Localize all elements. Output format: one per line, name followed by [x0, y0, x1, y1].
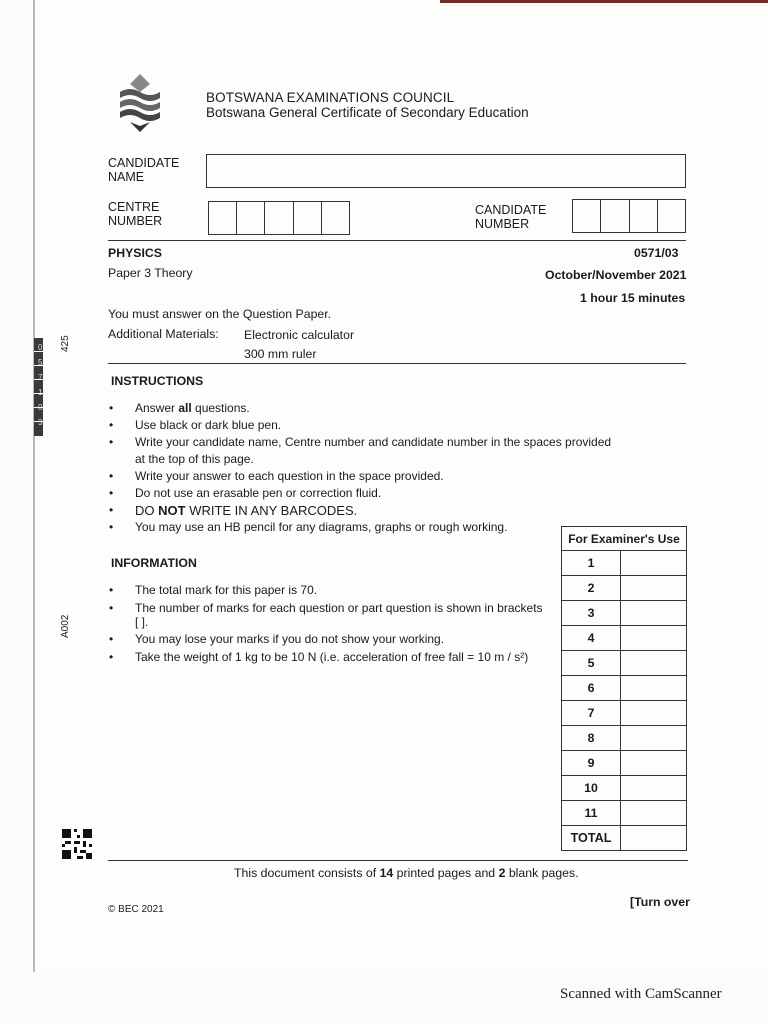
mark-cell[interactable] [621, 726, 687, 751]
candidate-number-label-line1: CANDIDATE [475, 203, 547, 217]
table-row [562, 576, 687, 601]
mark-cell[interactable] [621, 551, 687, 576]
details-divider [108, 363, 686, 364]
candidate-name-label [108, 156, 179, 184]
candidate-number-field[interactable] [572, 199, 686, 233]
mark-cell[interactable] [621, 776, 687, 801]
mark-cell[interactable] [621, 601, 687, 626]
mark-cell[interactable] [621, 651, 687, 676]
question-number: 5 [562, 651, 621, 676]
question-number: 4 [562, 626, 621, 651]
table-row [562, 701, 687, 726]
question-number: 11 [562, 801, 621, 826]
instruction-item: • You may use an HB pencil for any diagrams, graphs or rough working. [109, 519, 619, 536]
candidate-number-label [475, 203, 546, 231]
barcode-icon [62, 829, 92, 859]
mark-cell[interactable] [621, 801, 687, 826]
question-number: 8 [562, 726, 621, 751]
top-edge-stripe [440, 0, 768, 3]
information-item: • The number of marks for each question or part question is shown in brackets [ ]. [109, 601, 549, 629]
candidate-number-label-line2: NUMBER [475, 217, 530, 231]
bec-logo-icon [114, 72, 166, 134]
total-mark-cell[interactable] [621, 826, 687, 851]
instruction-item: • Write your answer to each question in the space provided. [109, 468, 619, 485]
table-row [562, 776, 687, 801]
candidate-name-label-line2: NAME [108, 170, 145, 184]
paper-code: 0571/03 [634, 246, 679, 260]
examiner-table-heading: For Examiner's Use [562, 527, 687, 551]
table-row [562, 676, 687, 701]
table-row [562, 801, 687, 826]
instructions-list [109, 400, 619, 536]
total-label: TOTAL [562, 826, 621, 851]
table-row [562, 726, 687, 751]
paper-title: Paper 3 Theory [108, 266, 193, 280]
table-row [562, 751, 687, 776]
table-row [562, 826, 687, 851]
footer-divider [108, 860, 688, 861]
material-ruler: 300 mm ruler [244, 347, 317, 361]
question-number: 1 [562, 551, 621, 576]
exam-session: October/November 2021 [545, 268, 687, 282]
margin-code-top: 425 [60, 335, 71, 352]
mark-cell[interactable] [621, 751, 687, 776]
information-item: • You may lose your marks if you do not show your working. [109, 632, 549, 647]
candidate-name-label-line1: CANDIDATE [108, 156, 180, 170]
table-row [562, 601, 687, 626]
margin-code-bottom: A002 [60, 614, 71, 638]
margin-strip-text: 0571/03 [38, 343, 45, 427]
instructions-heading: INSTRUCTIONS [111, 374, 204, 388]
material-calculator: Electronic calculator [244, 328, 355, 342]
exam-duration: 1 hour 15 minutes [580, 291, 686, 305]
answer-note: You must answer on the Question Paper. [108, 307, 332, 321]
mark-cell[interactable] [621, 676, 687, 701]
question-number: 9 [562, 751, 621, 776]
information-item: • Take the weight of 1 kg to be 10 N (i.e. acceleration of free fall = 10 m / s²) [109, 650, 549, 665]
instruction-item: • DO NOT WRITE IN ANY BARCODES. [109, 502, 619, 519]
mark-cell[interactable] [621, 626, 687, 651]
mark-cell[interactable] [621, 701, 687, 726]
page-count-note: This document consists of 14 printed pages and 2 blank pages. [234, 866, 579, 880]
centre-number-label-line2: NUMBER [108, 214, 163, 228]
table-row [562, 651, 687, 676]
instruction-item: • Write your candidate name, Centre number and candidate number in the spaces provided at the top of this page. [109, 434, 619, 468]
council-name: BOTSWANA EXAMINATIONS COUNCIL [206, 90, 455, 105]
instruction-item: • Answer all questions. [109, 400, 619, 417]
page-left-edge [33, 0, 35, 972]
question-number: 10 [562, 776, 621, 801]
centre-number-label-line1: CENTRE [108, 200, 160, 214]
centre-number-label [108, 200, 162, 228]
mark-cell[interactable] [621, 576, 687, 601]
question-number: 7 [562, 701, 621, 726]
header-divider [108, 240, 686, 241]
scanner-watermark: Scanned with CamScanner [560, 986, 722, 1002]
instruction-item: • Use black or dark blue pen. [109, 417, 619, 434]
question-number: 6 [562, 676, 621, 701]
information-item: • The total mark for this paper is 70. [109, 583, 549, 598]
instruction-item: • Do not use an erasable pen or correction fluid. [109, 485, 619, 502]
turn-over: [Turn over [630, 895, 690, 909]
certificate-title: Botswana General Certificate of Secondary Education [206, 105, 529, 120]
copyright: © BEC 2021 [108, 904, 164, 915]
question-number: 2 [562, 576, 621, 601]
information-heading: INFORMATION [111, 556, 197, 570]
information-list [109, 583, 549, 665]
table-row [562, 551, 687, 576]
table-row [562, 626, 687, 651]
subject-title: PHYSICS [108, 246, 162, 260]
question-number: 3 [562, 601, 621, 626]
materials-label: Additional Materials: [108, 327, 219, 341]
examiner-use-table [561, 526, 687, 851]
candidate-name-field[interactable] [206, 154, 686, 188]
centre-number-field[interactable] [208, 201, 350, 235]
